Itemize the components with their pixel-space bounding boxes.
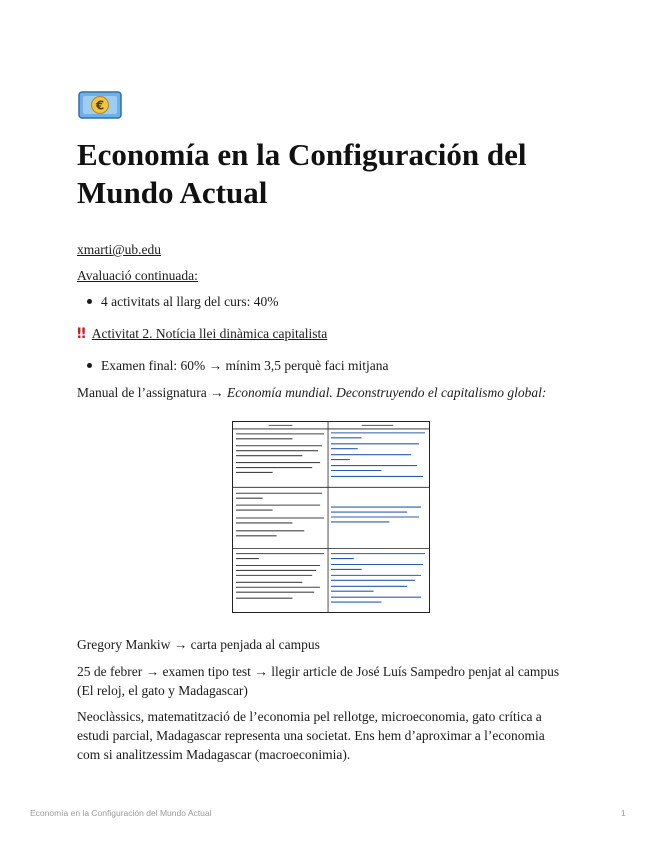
activity-row [77,324,327,344]
list-item [87,292,278,311]
manual-prefix: Manual de l’assignatura → [77,385,227,400]
page-title: Economía en la Configuración del Mundo Actual [77,137,527,210]
list-item [87,356,389,375]
syllabus-table-image [232,421,430,613]
manual-line [77,383,546,402]
double-exclamation-icon: ‼ [77,326,86,342]
bullet-dot [87,299,92,304]
email-link[interactable]: xmarti@ub.edu [77,242,162,257]
list-item-text: Examen final: 60% → mínim 3,5 perquè faci mitjana [101,358,389,373]
list-item-text: 4 activitats al llarg del curs: 40% [101,294,279,309]
paragraph: Neoclàssics, matematització de l’economia pel rellotge, microeconomia, gato crítica a estudi parcial, Madagascar representa una societat. Ens hem d’aproximar a l’economia com si analitzessim Madagascar (macroeconimia). [77,709,545,762]
bullet-dot [87,363,92,368]
footer-page-number: 1 [621,808,626,818]
evaluation-heading: Avaluació continuada: [77,268,198,283]
activity-link[interactable]: Activitat 2. Notícia llei dinàmica capitalista [91,326,328,341]
paragraph: Gregory Mankiw → carta penjada al campus [77,637,320,652]
manual-book-title: Economía mundial. Deconstruyendo el capitalismo global: [226,385,547,400]
euro-banknote-icon [78,90,122,120]
svg-text:€: € [95,98,105,113]
paragraph: 25 de febrer → examen tipo test → llegir article de José Luís Sampedro penjat al campus (El reloj, el gato y Madagascar) [77,664,560,698]
footer-doc-title: Economía en la Configuración del Mundo Actual [30,808,212,818]
